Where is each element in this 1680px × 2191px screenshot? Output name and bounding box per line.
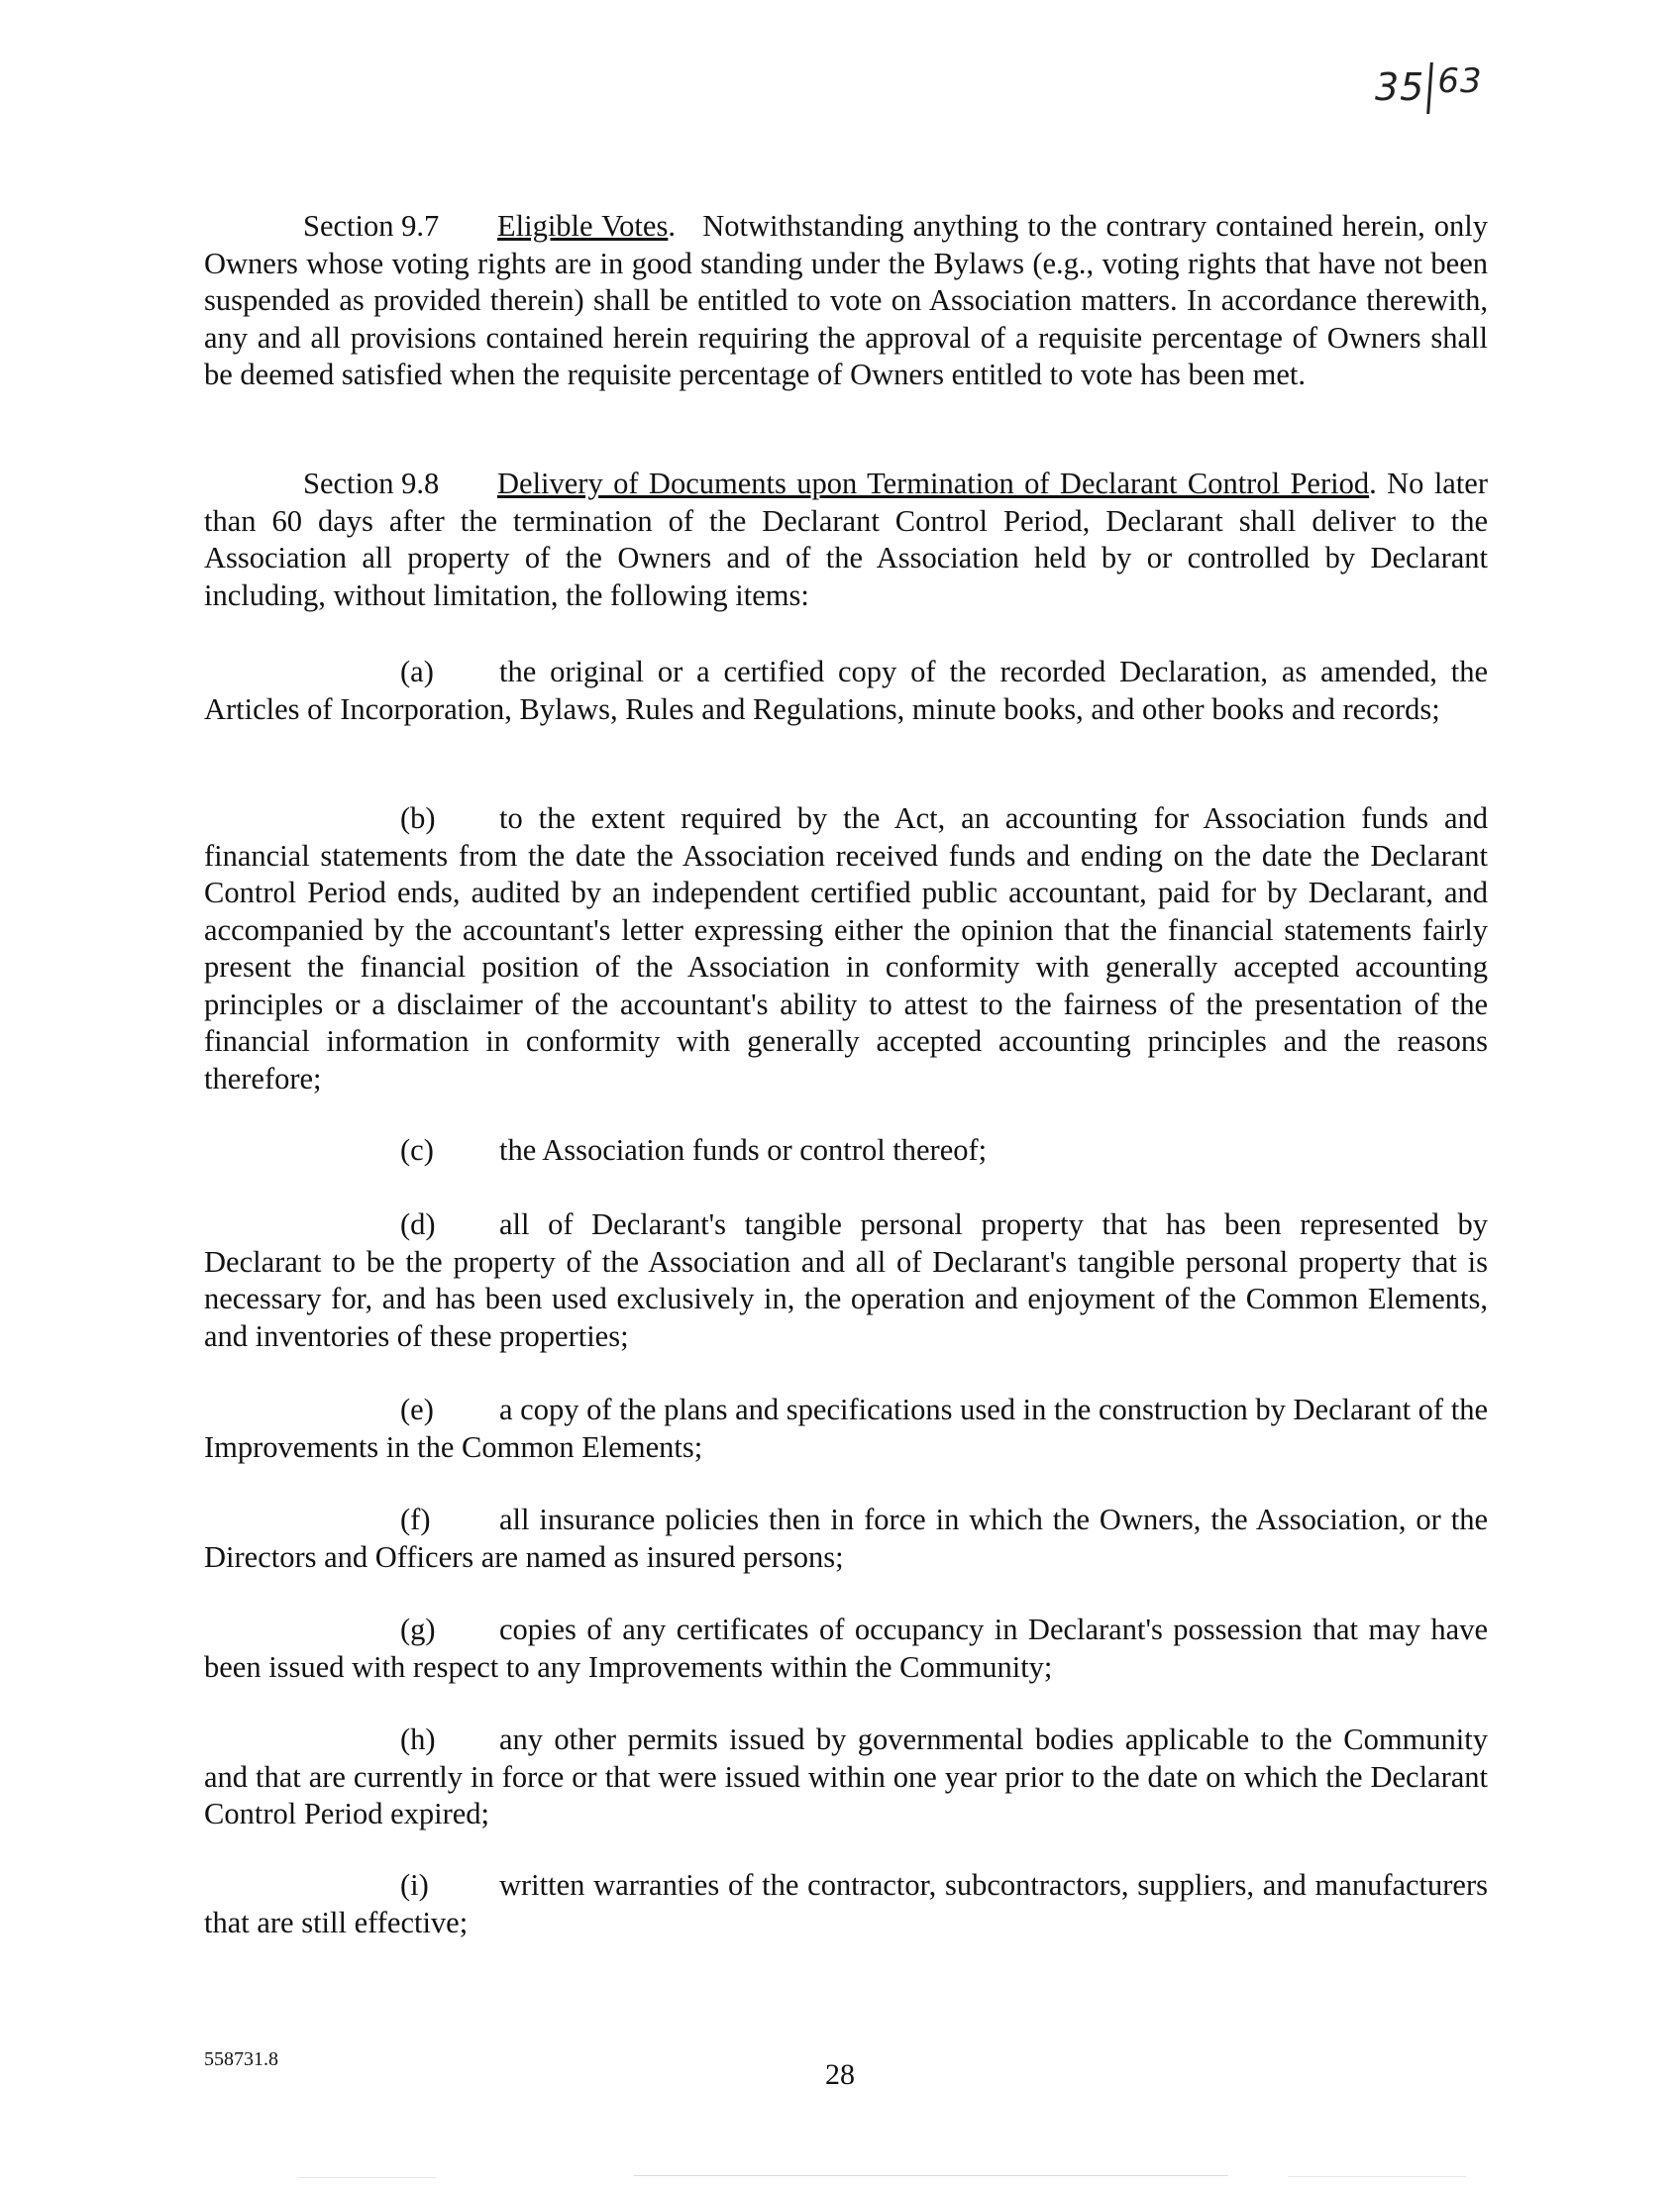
item-label: (f) xyxy=(400,1503,431,1536)
item-label: (c) xyxy=(400,1133,434,1167)
handwritten-note-right: 63 xyxy=(1437,61,1483,101)
list-item xyxy=(204,1722,1488,1833)
list-item xyxy=(204,1867,1488,1941)
scan-artifact-line xyxy=(1288,2176,1466,2177)
item-text: any other permits issued by governmental bodies applicable to the Community and that are currently in force or that were issued within one year prior to the date on which the Declarant Control Period expired; xyxy=(204,1722,1488,1830)
list-item xyxy=(204,1612,1488,1686)
item-label: (e) xyxy=(400,1393,434,1426)
section-number: Section 9.8 xyxy=(303,467,440,500)
item-label: (h) xyxy=(400,1722,436,1756)
item-text: all of Declarant's tangible personal property that has been represented by Declarant to be the property of the Association and all of Declarant's tangible personal property that is necessary for, and has been used exclusively in, the operation and enjoyment of the Common Elements, and inventories of these properties; xyxy=(204,1207,1488,1353)
list-item xyxy=(204,654,1488,728)
item-text: the Association funds or control thereof; xyxy=(499,1133,988,1167)
scan-artifact-line xyxy=(634,2175,1228,2176)
item-label: (a) xyxy=(400,655,434,688)
item-text: all insurance policies then in force in which the Owners, the Association, or the Directors and Officers are named as insured persons; xyxy=(204,1503,1488,1574)
section-title: Eligible Votes xyxy=(497,209,669,243)
section-body: Notwithstanding anything to the contrary contained herein, only Owners whose voting rights are in good standing under the Bylaws (e.g., voting rights that have not been suspended as provided therein) shall be entitled to vote on Association matters. In accordance therewith, any and all provisions contained herein requiring the approval of a requisite percentage of Owners shall be deemed satisfied when the requisite percentage of Owners entitled to vote has been met. xyxy=(204,209,1488,391)
list-item xyxy=(204,1392,1488,1466)
item-text: to the extent required by the Act, an accounting for Association funds and financial statements from the date the Association received funds and ending on the date the Declarant Control Period ends, audited by an independent certified public accountant, paid for by Declarant, and accompanied by the accountant's letter expressing either the opinion that the financial statements fairly present the financial position of the Association in conformity with generally accepted accounting principles or a disclaimer of the accountant's ability to attest to the fairness of the presentation of the financial information in conformity with generally accepted accounting principles and the reasons therefore; xyxy=(204,801,1488,1096)
item-text: copies of any certificates of occupancy in Declarant's possession that may have been issued with respect to any Improvements within the Community; xyxy=(204,1613,1488,1684)
item-label: (g) xyxy=(400,1613,436,1646)
item-text: the original or a certified copy of the recorded Declaration, as amended, the Articles of Incorporation, Bylaws, Rules and Regulations, minute books, and other books and records; xyxy=(204,655,1488,726)
item-label: (i) xyxy=(400,1868,429,1902)
scan-artifact-line xyxy=(297,2177,436,2178)
list-item xyxy=(204,1132,1488,1170)
section-body: No later than 60 days after the termination of the Declarant Control Period, Declarant shall deliver to the Association all property of the Owners and of the Association held by or controlled by Declarant including, without limitation, the following items: xyxy=(204,467,1488,612)
item-text: written warranties of the contractor, subcontractors, suppliers, and manufacturers that are still effective; xyxy=(204,1868,1488,1939)
section-number: Section 9.7 xyxy=(303,209,440,243)
list-item xyxy=(204,800,1488,1097)
item-label: (b) xyxy=(400,801,436,835)
handwritten-page-note xyxy=(1375,61,1483,114)
handwritten-divider xyxy=(1427,62,1434,114)
section-title: Delivery of Documents upon Termination of Declarant Control Period xyxy=(497,467,1370,500)
item-text: a copy of the plans and specifications used in the construction by Declarant of the Improvements in the Common Elements; xyxy=(204,1393,1488,1464)
page-number: 28 xyxy=(825,2058,855,2091)
document-id: 558731.8 xyxy=(204,2048,278,2070)
section-9-8: Section 9.8 Delivery of Documents upon Termination of Declarant Control Period. No later than 60 days after the termination of the Declarant Control Period, Declarant shall deliver to the Association all property of the Owners and of the Association held by or controlled by Declarant including, without limitation, the following items: xyxy=(204,467,1488,612)
handwritten-note-left: 35 xyxy=(1375,65,1425,109)
list-item xyxy=(204,1206,1488,1355)
list-item xyxy=(204,1502,1488,1576)
section-9-7: Section 9.7 Eligible Votes. Notwithstanding anything to the contrary contained herein, only Owners whose voting rights are in good standing under the Bylaws (e.g., voting rights that have not been suspended as provided therein) shall be entitled to vote on Association matters. In accordance therewith, any and all provisions contained herein requiring the approval of a requisite percentage of Owners shall be deemed satisfied when the requisite percentage of Owners entitled to vote has been met. xyxy=(204,209,1488,391)
item-label: (d) xyxy=(400,1207,436,1241)
